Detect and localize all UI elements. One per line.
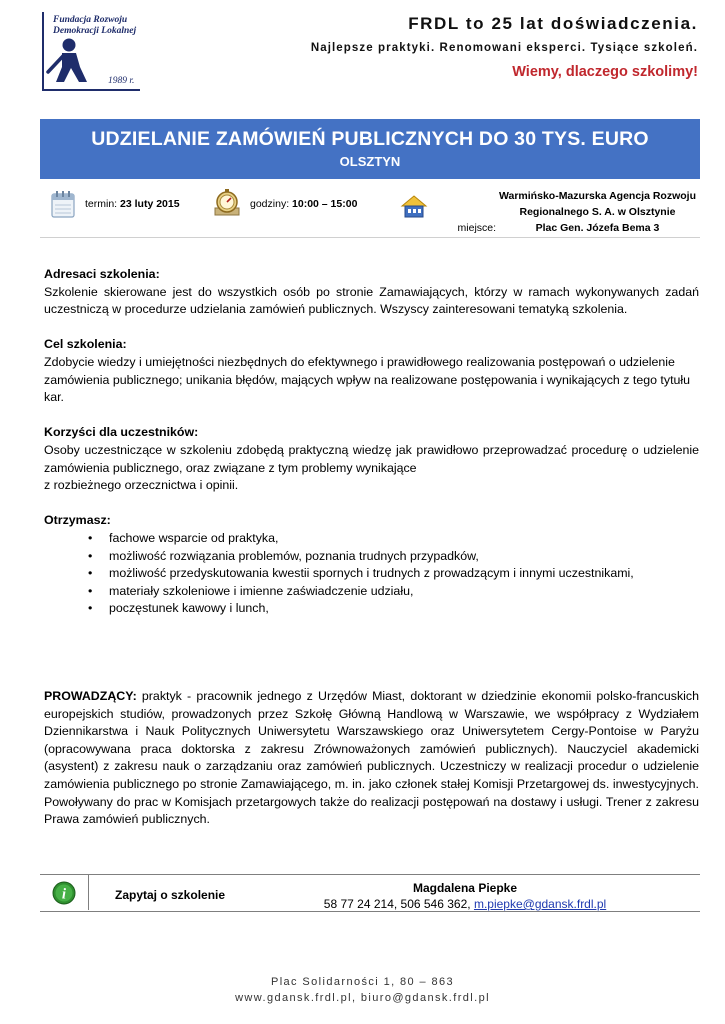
training-title: UDZIELANIE ZAMÓWIEŃ PUBLICZNYCH DO 30 TYS. EURO <box>91 128 649 150</box>
goal-text: Zdobycie wiedzy i umiejętności niezbędnych do efektywnego i prawidłowego realizowania postępowań o udzielenie zamówienia publicznego; unikania błędów, mających wpływ na realizowane postępowania i wynikających z tego tytułu kar. <box>44 354 691 405</box>
goal-section <box>44 336 699 406</box>
stopwatch-icon <box>212 188 242 218</box>
hours-value: 10:00 – 15:00 <box>292 198 358 210</box>
hours-field <box>250 198 357 210</box>
date-value: 23 luty 2015 <box>120 198 180 210</box>
ask-about-training-label: Zapytaj o szkolenie <box>115 888 226 902</box>
place-field <box>436 188 696 236</box>
footer <box>0 974 725 1006</box>
list-item: • fachowe wsparcie od praktyka, <box>88 530 699 548</box>
contact-name: Magdalena Piepke <box>412 881 518 895</box>
contact-email-link[interactable]: m.piepke@gdansk.frdl.pl <box>473 897 607 911</box>
running-figure-icon <box>40 34 100 84</box>
title-banner <box>40 119 700 179</box>
list-item: • poczęstunek kawowy i lunch, <box>88 600 699 618</box>
logo-name-line2: Demokracji Lokalnej <box>53 26 137 36</box>
training-city: OLSZTYN <box>339 154 401 169</box>
contact-phones: 58 77 24 214, 506 546 362, <box>323 897 471 911</box>
place-address <box>499 188 696 236</box>
date-label: termin: <box>85 198 118 210</box>
trainer-paragraph <box>44 688 699 829</box>
receive-section <box>44 512 699 618</box>
benefits-heading: Korzyści dla uczestników: <box>44 425 199 440</box>
audience-text: Szkolenie skierowane jest do wszystkich osób po stronie Zamawiających, którzy w ramach wykonywanych zadań uczestniczą w procedurze udzielania zamówień publicznych. Wszyscy zainteresowani tematyką szkolenia. <box>44 284 699 317</box>
list-item: • możliwość przedyskutowania kwestii spornych i trudnych z prowadzącym i innymi uczestnikami, <box>88 565 699 583</box>
date-field <box>85 198 180 210</box>
benefits-section <box>44 424 699 494</box>
brand-subtitle: Najlepsze praktyki. Renomowani eksperci. Tysiące szkoleń. <box>310 42 698 54</box>
place-line2: Regionalnego S. A. w Olsztynie <box>519 206 676 218</box>
building-icon <box>400 194 428 220</box>
trainer-text: praktyk - pracownik jednego z Urzędów Miast, doktorant w dziedzinie ekonomii polsko-francuskich europejskich studiów, prowadzonych przez Szkołę Główną Handlową w Warszawie, we współpracy z Wydziałem Dziennikarstwa i Nauk Politycznych Uniwersytetu Warszawskiego oraz Uniwersytetem Cergy-Pontoise w Paryżu (opracowywana praca doktorska z zakresu Zrównoważonych zamówień publicznych). Nauczyciel akademicki (asystent) z zakresu nauk o zarządzaniu oraz zamówień publicznych. Uczestniczy w realizacji procedur o udzielenie zamówienia publicznego po stronie Zamawiającego, m. in. jako członek stałej Komisji Przetargowej ds. inwestycyjnych. Powoływany do prac w Komisjach przetargowych także do realizacji postępowań na dostawy i usługi. Trener z zakresu Prawa zamówień publicznych. <box>44 689 699 827</box>
footer-address: Plac Solidarności 1, 80 – 863 <box>270 976 455 988</box>
place-line3: Plac Gen. Józefa Bema 3 <box>535 222 660 234</box>
training-description <box>44 266 699 635</box>
brand-tagline: Wiemy, dlaczego szkolimy! <box>512 64 698 80</box>
contact-divider <box>88 875 89 910</box>
contact-row <box>40 874 700 912</box>
place-line1: Warmińsko-Mazurska Agencja Rozwoju <box>498 190 696 202</box>
frdl-logo <box>40 12 142 92</box>
info-icon <box>52 881 76 905</box>
logo-rule-horizontal <box>42 89 140 91</box>
hours-label: godziny: <box>250 198 290 210</box>
audience-section <box>44 266 699 319</box>
audience-heading: Adresaci szkolenia: <box>44 267 160 281</box>
benefits-text-line1: Osoby uczestniczące w szkoleniu zdobędą praktyczną wiedzę jak prawidłowo przeprowadzać procedurę o udzielenie zamówienia publicznego, oraz związane z tym problemy wynikające <box>44 442 699 475</box>
list-item: • materiały szkoleniowe i imienne zaświadczenie udziału, <box>88 583 699 601</box>
place-label: miejsce: <box>457 222 497 234</box>
trainer-label: PROWADZĄCY: <box>44 689 137 703</box>
benefits-text-line2: z rozbieżnego orzecznictwa i opinii. <box>44 478 239 493</box>
calendar-icon <box>50 189 76 219</box>
contact-person <box>310 880 620 912</box>
goal-heading: Cel szkolenia: <box>44 337 127 352</box>
list-item: • możliwość rozwiązania problemów, poznania trudnych przypadków, <box>88 548 699 566</box>
receive-heading: Otrzymasz: <box>44 513 111 528</box>
brand-title: FRDL to 25 lat doświadczenia. <box>408 14 698 33</box>
logo-name-line1: Fundacja Rozwoju <box>53 15 128 25</box>
svg-text:i: i <box>61 886 67 903</box>
logo-year: 1989 r. <box>108 76 135 86</box>
receive-list <box>88 530 699 618</box>
footer-web-email: www.gdansk.frdl.pl, biuro@gdansk.frdl.pl <box>235 992 490 1004</box>
info-row <box>40 180 700 238</box>
